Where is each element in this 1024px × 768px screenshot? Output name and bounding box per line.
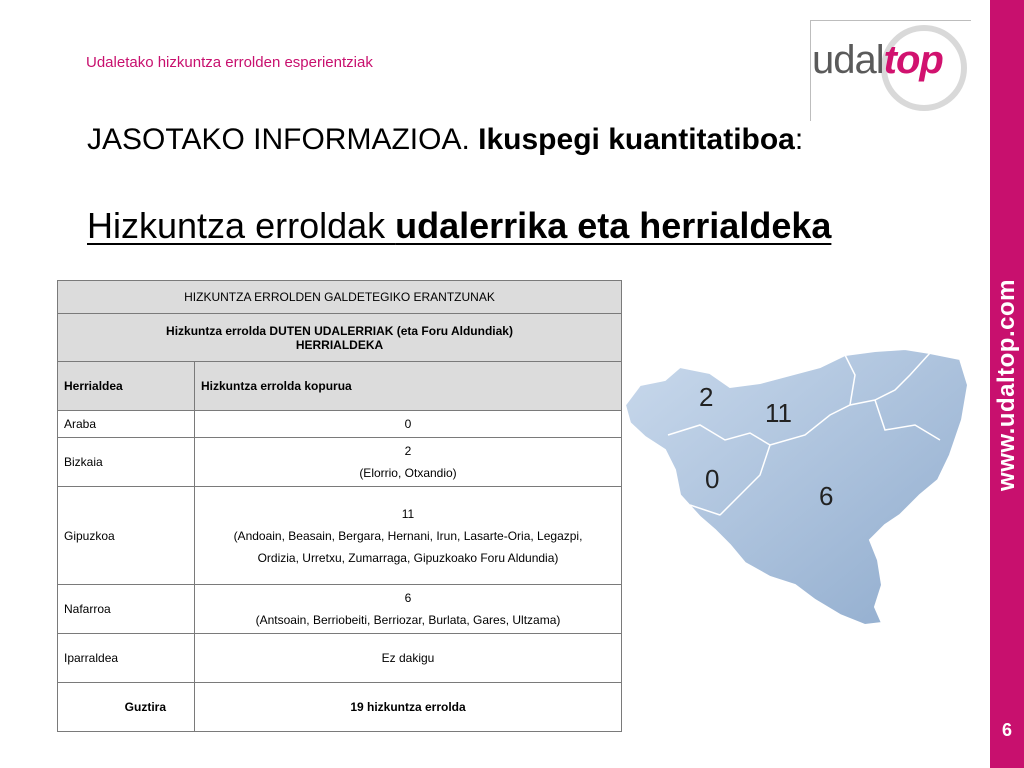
heading2-bold: udalerrika eta herrialdeka: [395, 205, 832, 246]
udaltop-logo: [812, 38, 943, 83]
table-title: HIZKUNTZA ERROLDEN GALDETEGIKO ERANTZUNAK: [58, 281, 622, 314]
region-cell: Iparraldea: [58, 634, 195, 683]
heading-erroldak: [87, 205, 831, 247]
count-value: 2: [404, 444, 412, 458]
erroldak-table: [57, 280, 622, 732]
map-label-gipuzkoa: 11: [765, 398, 792, 428]
count-detail: (Elorrio, Otxandio): [359, 466, 457, 480]
total-label: Guztira: [58, 683, 195, 732]
count-cell: [195, 487, 622, 585]
count-detail-2: Ordizia, Urretxu, Zumarraga, Gipuzkoako Foru Aldundia): [257, 550, 559, 565]
heading-quantitative: [87, 123, 803, 157]
table-subtitle-line1: Hizkuntza errolda DUTEN UDALERRIAK (eta Foru Aldundiak): [166, 323, 513, 338]
logo-udal-text: udal: [812, 38, 884, 82]
region-cell: Gipuzkoa: [58, 487, 195, 585]
count-cell: Ez dakigu: [195, 634, 622, 683]
table-row: [58, 411, 622, 438]
region-cell: Bizkaia: [58, 438, 195, 487]
table-row: [58, 634, 622, 683]
basque-country-map: [620, 345, 975, 630]
slide-subtitle: Udaletako hizkuntza errolden esperientziak: [86, 54, 373, 71]
map-outline: [625, 349, 968, 625]
map-label-bizkaia: 2: [699, 382, 714, 412]
table-row: [58, 438, 622, 487]
heading1-normal: JASOTAKO INFORMAZIOA.: [87, 123, 479, 156]
map-label-araba: 0: [705, 464, 720, 494]
count-detail: (Andoain, Beasain, Bergara, Hernani, Irun, Lasarte-Oria, Legazpi,: [233, 528, 583, 543]
column-header-region: Herrialdea: [58, 362, 195, 411]
page-number: 6: [1001, 720, 1012, 740]
total-value: 19 hizkuntza errolda: [195, 683, 622, 732]
table-subtitle-line2: HERRIALDEKA: [295, 337, 384, 352]
heading1-suffix: :: [794, 123, 804, 156]
table-row: [58, 487, 622, 585]
heading1-bold: Ikuspegi kuantitatiboa: [478, 123, 795, 156]
heading2-normal: Hizkuntza erroldak: [87, 205, 396, 246]
table-total-row: [58, 683, 622, 732]
count-cell: [195, 585, 622, 634]
count-value: 11: [401, 506, 415, 521]
sidebar-url: www.udaltop.com: [993, 279, 1020, 491]
count-cell: 0: [195, 411, 622, 438]
map-label-nafarroa: 6: [819, 481, 834, 511]
table-row: [58, 585, 622, 634]
count-cell: [195, 438, 622, 487]
count-detail: (Antsoain, Berriobeiti, Berriozar, Burlata, Gares, Ultzama): [255, 613, 561, 627]
region-cell: Araba: [58, 411, 195, 438]
table-subtitle: [58, 314, 622, 362]
count-value: 6: [404, 591, 412, 605]
logo-top-text: top: [883, 38, 943, 82]
region-cell: Nafarroa: [58, 585, 195, 634]
column-header-count: Hizkuntza errolda kopurua: [195, 362, 622, 411]
